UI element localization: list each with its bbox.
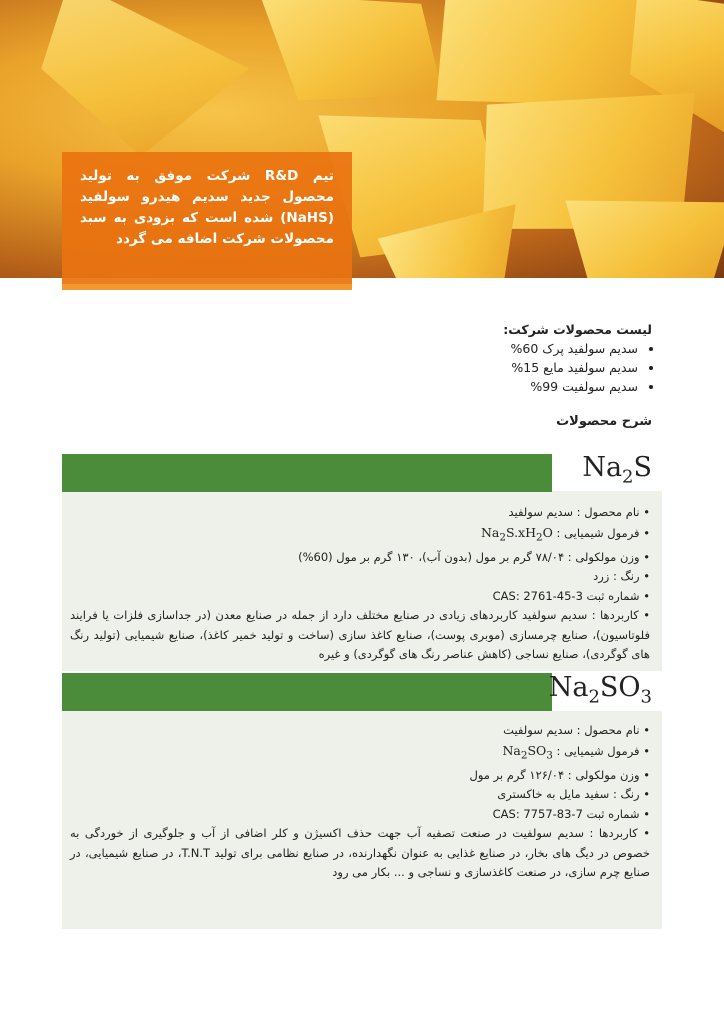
section-bar xyxy=(62,454,552,492)
announcement-text: تیم R&D شرکت موفق به تولید محصول جدید سدیم هیدرو سولفید (NaHS) شده است که بزودی به سبد محصولات شرکت اضافه می گردد xyxy=(80,168,334,247)
product-list xyxy=(352,320,652,396)
product-items xyxy=(352,339,652,396)
molecular-weight: • وزن مولکولی : ۷۸/۰۴ گرم بر مول (بدون آب)، ۱۳۰ گرم بر مول (60%) xyxy=(298,549,650,564)
product-name: • نام محصول : سدیم سولفیت xyxy=(503,723,650,737)
product-item: • سدیم سولفید مایع 15% xyxy=(352,358,638,377)
product-item: • سدیم سولفید پرک 60% xyxy=(352,339,638,358)
product-details xyxy=(62,721,662,883)
section-bar xyxy=(62,673,552,711)
product-uses: • کاربردها : سدیم سولفید کاربردهای زیادی در صنایع مختلف دارد از جمله در صنایع معدن (در جداسازی فلزات یا فرایند فلوتاسیون)، صنایع چرمسازی (موبری پوست)، صنایع کاغذ سازی (ساخت و تولید خمیر کاغذ)، صنایع شیمیایی (تولید رنگ های گوگردی)، صنایع نساجی (کاهش عناصر رنگ های گوگردی) و غیره xyxy=(70,608,650,661)
crystal-shard xyxy=(240,0,461,129)
product-details xyxy=(62,503,662,665)
product-description-heading: شرح محصولات xyxy=(556,414,652,429)
product-color: • رنگ : سفید مایل به خاکستری xyxy=(497,787,650,801)
molecular-weight: • وزن مولکولی : ۱۲۶/۰۴ گرم بر مول xyxy=(469,767,650,782)
section-formula: $Na_2S$ xyxy=(582,452,652,488)
product-name: • نام محصول : سدیم سولفید xyxy=(508,505,650,519)
section-formula: $Na_2SO_3$ xyxy=(548,672,652,708)
chemical-formula: • فرمول شیمیایی : $Na_2SO_3$ xyxy=(502,742,650,761)
product-uses: • کاربردها : سدیم سولفیت در صنعت تصفیه آب جهت حذف اکسیژن و کلر اضافی از آب و جلوگیری از خوردگی به خصوص در دیگ های بخار، در صنایع غذایی به عنوان نگهدارنده، در صنایع نظامی برای تولید T.N.T، در صنایع شیمیایی، در صنایع چرم سازی، در صنعت کاغذسازی و نساجی و ... بکار می رود xyxy=(70,826,650,879)
product-list-heading: لیست محصولات شرکت: xyxy=(503,322,652,337)
cas-number: • شماره ثبت CAS: 2761-45-3 xyxy=(492,588,650,603)
announcement-callout xyxy=(62,152,352,290)
cas-number: • شماره ثبت CAS: 7757-83-7 xyxy=(492,806,650,821)
chemical-formula: • فرمول شیمیایی : $Na_2S.xH_2O$ xyxy=(480,524,650,543)
product-item: • سدیم سولفیت 99% xyxy=(352,377,638,396)
product-color: • رنگ : زرد xyxy=(593,569,650,583)
